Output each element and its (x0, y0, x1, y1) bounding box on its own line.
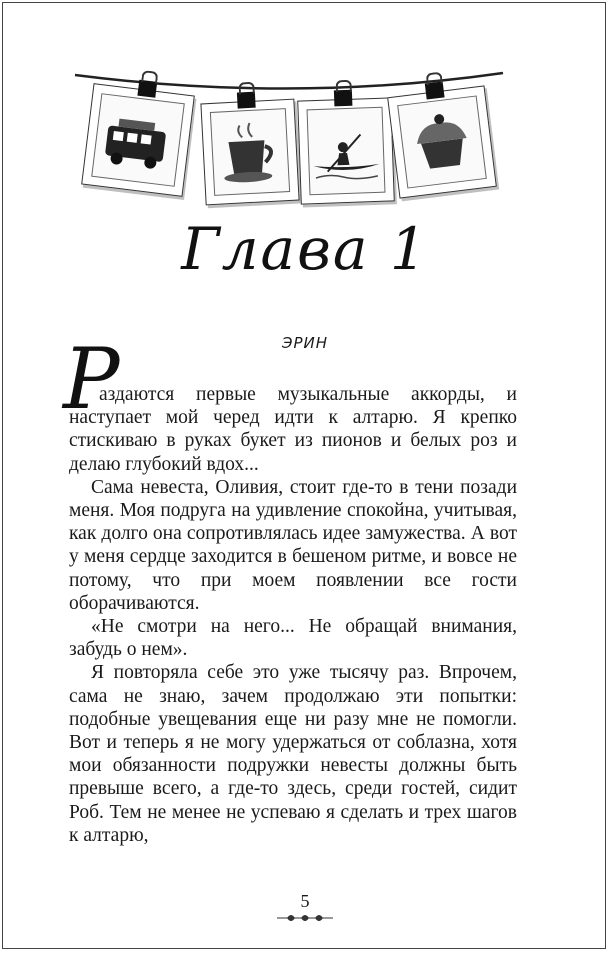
paragraph: «Не смотри на него... Не обращай внимания, забудь о нем». (69, 616, 517, 661)
drop-cap: Р (63, 330, 120, 428)
camper-van-icon (92, 94, 183, 185)
page-number: 5 (300, 891, 310, 911)
binder-clip-icon (334, 90, 353, 107)
coffee-cup-icon (211, 109, 289, 195)
book-page (2, 2, 606, 949)
photo-card (297, 97, 395, 204)
chapter-title: Глава 1 (181, 215, 429, 283)
paragraph: Я повторяла себе это уже тысячу раз. Впрочем, сама не знаю, зачем продолжаю эти попытки: подобные увещевания еще ни разу мне не помогли. Вот и теперь я не могу удержаться от соблазна, хотя мои обязанности подружки невесты должны быть превыше всего, а где-то здесь, среди гостей, сидит Роб. Тем не менее не успеваю я сделать и трех шагов к алтарю, (69, 662, 517, 846)
narrator-name: ЭРИН (281, 334, 329, 352)
kayak-icon (308, 108, 385, 195)
photo-card (200, 99, 299, 206)
binder-clip-icon (137, 80, 157, 98)
photo-card (81, 83, 195, 197)
binder-clip-icon (425, 81, 445, 99)
binder-clip-icon (237, 92, 256, 109)
photo-garland (3, 3, 607, 223)
paragraph: аздаются первые музыкальные аккорды, и наступает мой черед идти к алтарю. Я крепко стискиваю в руках букет из пионов и белых роз и делаю глубокий вдох... (69, 384, 517, 475)
cupcake-icon (398, 97, 485, 188)
chapter-text (69, 383, 517, 847)
leaf-ornament-icon (273, 911, 337, 925)
photo-card (387, 85, 497, 198)
paragraph: Сама невеста, Оливия, стоит где-то в тени позади меня. Моя подруга на удивление спокойна, учитывая, как долго она сопротивлялась идее замужества. А вот у меня сердце заходится в бешеном ритме, и вовсе не потому, что при моем появлении все гости оборачиваются. (69, 476, 517, 614)
